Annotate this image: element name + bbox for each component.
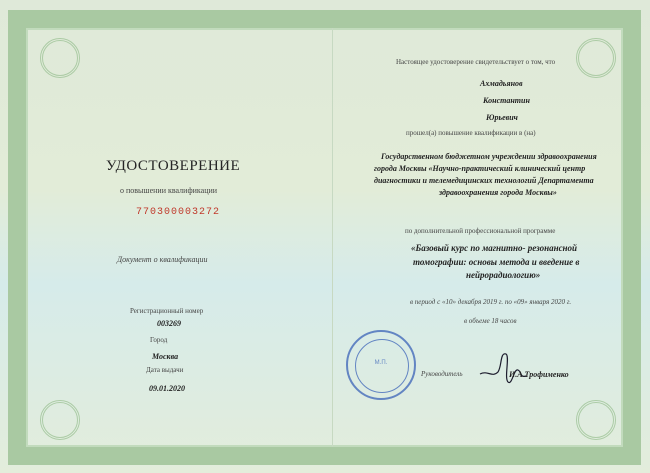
holder-last-name: Ахмадьянов <box>480 79 523 88</box>
program-title-line: нейрорадиологию» <box>466 270 541 280</box>
corner-rosette <box>40 400 80 440</box>
training-period: в период с «10» декабря 2019 г. по «09» января 2020 г. <box>410 298 572 306</box>
holder-first-name: Константин <box>483 96 530 105</box>
document-type: Документ о квалификации <box>117 255 208 264</box>
registration-label: Регистрационный номер <box>130 307 204 315</box>
certificate-title: УДОСТОВЕРЕНИЕ <box>106 158 241 174</box>
issue-date: 09.01.2020 <box>149 384 185 393</box>
program-title-line: «Базовый курс по магнитно- резонансной <box>411 243 578 253</box>
training-volume: в объеме 18 часов <box>464 317 517 325</box>
program-intro: по дополнительной профессиональной программе <box>405 227 556 235</box>
organization-line: города Москвы «Научно-практический клинический центр <box>374 164 586 173</box>
program-title-line: томографии: основы метода и введение в <box>413 257 580 267</box>
organization-line: диагностики и телемедицинских технологий Департамента <box>374 176 594 185</box>
city-value: Москва <box>152 352 179 361</box>
city-label: Город <box>150 336 168 344</box>
head-name: И.А.Трофименко <box>509 370 569 379</box>
inner-border <box>26 28 623 447</box>
training-passed-text: прошел(а) повышение квалификации в (на) <box>406 129 536 137</box>
registration-number: 003269 <box>157 319 181 328</box>
page-fold <box>332 28 333 447</box>
official-stamp <box>346 330 416 400</box>
organization-line: Государственном бюджетном учреждении здравоохранения <box>381 152 597 161</box>
signature-icon <box>478 348 528 388</box>
stamp-label: М.П. <box>374 360 388 366</box>
intro-text: Настоящее удостоверение свидетельствует о том, что <box>396 58 556 66</box>
issue-date-label: Дата выдачи <box>146 366 184 374</box>
corner-rosette <box>576 38 616 78</box>
head-label: Руководитель <box>421 370 463 378</box>
organization-line: здравоохранения города Москвы» <box>439 188 557 197</box>
certificate-subtitle: о повышении квалификации <box>120 186 218 195</box>
serial-number: 770300003272 <box>136 207 221 218</box>
corner-rosette <box>576 400 616 440</box>
holder-patronymic: Юрьевич <box>486 113 518 122</box>
corner-rosette <box>40 38 80 78</box>
